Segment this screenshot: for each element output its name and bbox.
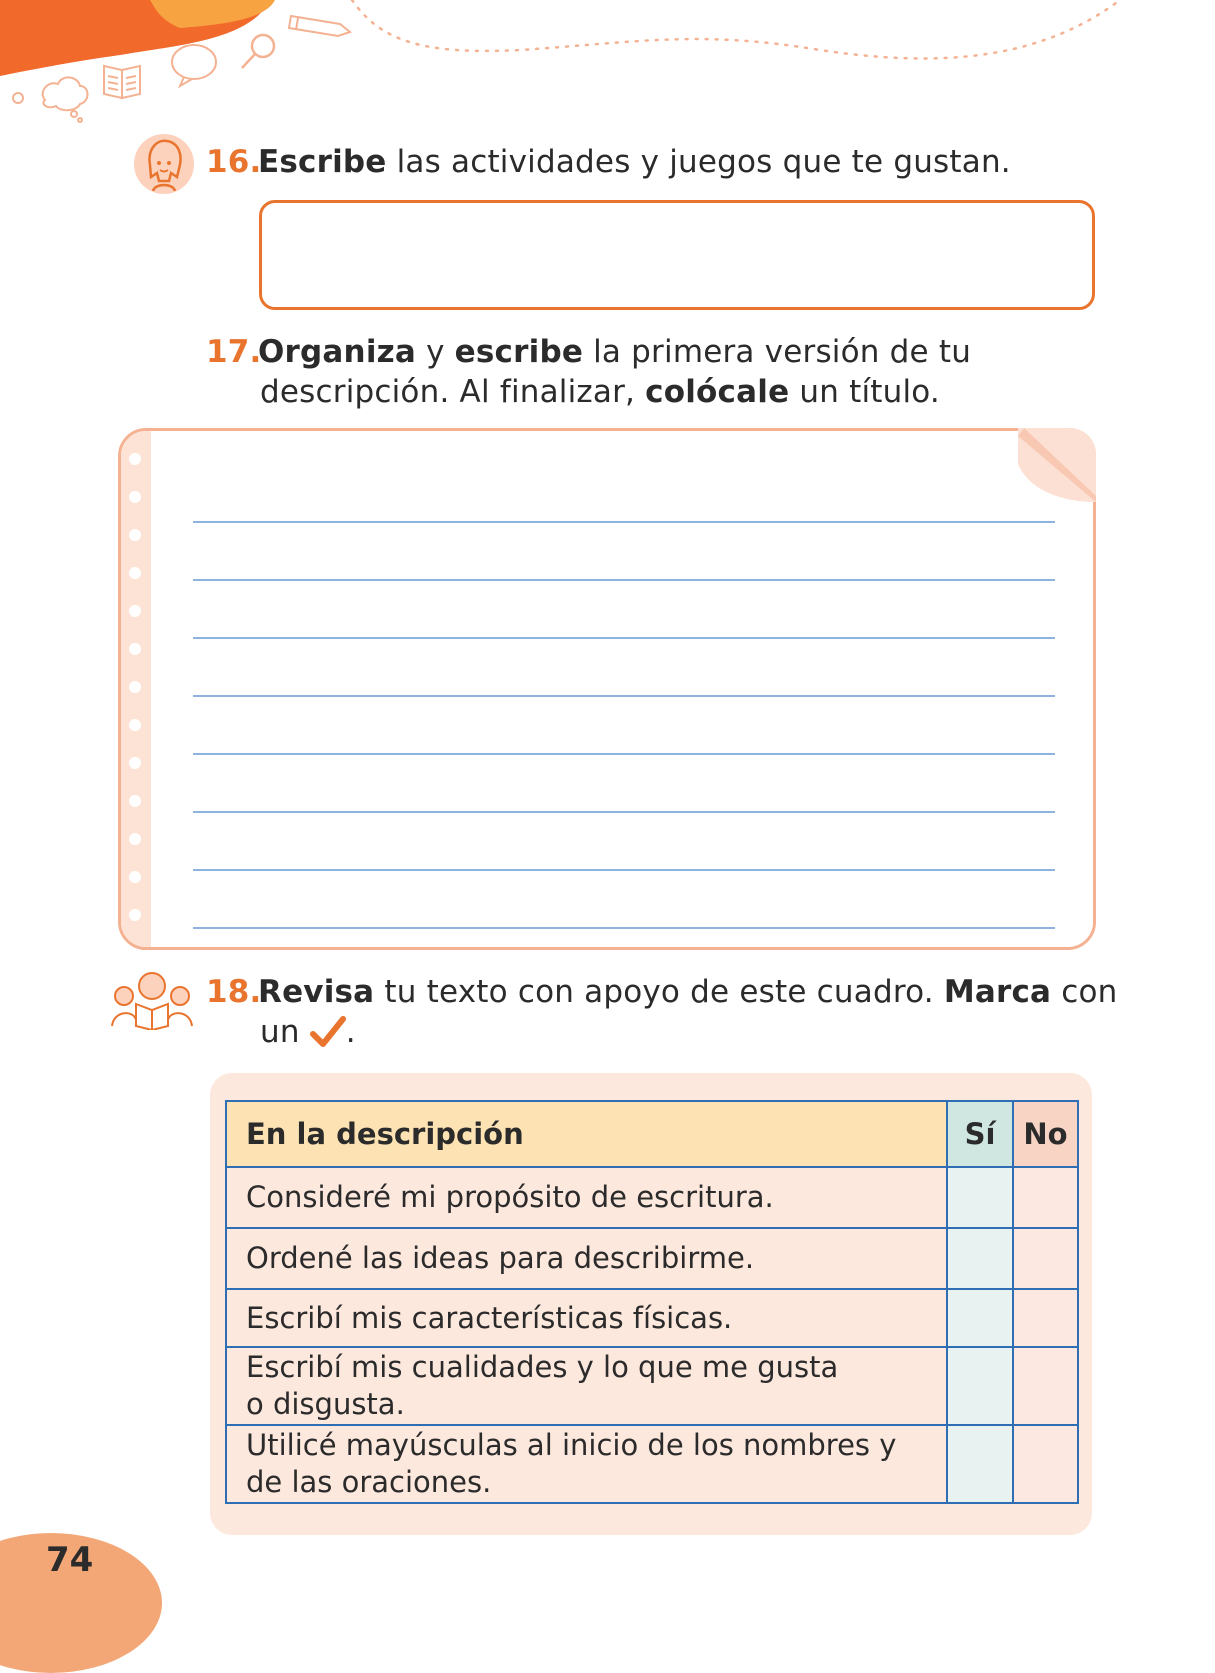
criterion-line: de las oraciones.: [246, 1465, 492, 1499]
criterion-text: [226, 1228, 947, 1289]
si-checkbox-cell[interactable]: [947, 1425, 1013, 1503]
question-text: las actividades y juegos que te gustan.: [386, 144, 1011, 180]
binder-hole: [129, 681, 141, 693]
binder-hole: [129, 491, 141, 503]
question-text: con: [1051, 974, 1118, 1010]
binder-hole: [129, 795, 141, 807]
checkmark-icon: [310, 1016, 346, 1048]
writing-line: [193, 579, 1055, 581]
question-text: .: [345, 1014, 356, 1050]
page-number: 74: [46, 1540, 94, 1580]
checklist-table: [225, 1100, 1079, 1504]
table-row: [226, 1228, 1078, 1289]
si-checkbox-cell[interactable]: [947, 1167, 1013, 1228]
question-text: un título.: [789, 374, 940, 410]
magnifier-icon: [242, 35, 274, 68]
header-no: No: [1013, 1101, 1078, 1167]
page-fold-corner: [1018, 428, 1096, 502]
question-number: 16.: [206, 144, 262, 180]
criterion-text: [226, 1425, 947, 1503]
children-reading-icon: [108, 966, 196, 1030]
question-18: [206, 972, 1117, 1052]
question-17: [206, 332, 971, 412]
si-checkbox-cell[interactable]: [947, 1347, 1013, 1425]
header-description: En la descripción: [226, 1101, 947, 1167]
binder-hole: [129, 453, 141, 465]
writing-line: [193, 927, 1055, 929]
binder-hole: [129, 909, 141, 921]
girl-avatar-icon: [133, 133, 195, 195]
question-text: descripción. Al finalizar,: [260, 374, 646, 410]
binder-hole: [129, 757, 141, 769]
table-row: [226, 1425, 1078, 1503]
speech-bubble-icon: [172, 45, 216, 86]
criterion-text: [226, 1167, 947, 1228]
binder-hole: [129, 567, 141, 579]
question-text: la primera versión de tu: [583, 334, 972, 370]
no-checkbox-cell[interactable]: [1013, 1347, 1078, 1425]
thought-cloud-icon: [43, 77, 88, 122]
si-checkbox-cell[interactable]: [947, 1228, 1013, 1289]
binder-hole: [129, 833, 141, 845]
writing-line: [193, 637, 1055, 639]
instruction-verb: Revisa: [258, 974, 375, 1010]
criterion-line: Consideré mi propósito de escritura.: [246, 1180, 774, 1214]
criterion-line: Escribí mis cualidades y lo que me gusta: [246, 1350, 839, 1384]
instruction-verb: Organiza: [258, 334, 417, 370]
binder-hole: [129, 871, 141, 883]
binder-hole: [129, 529, 141, 541]
answer-box-16[interactable]: [259, 200, 1095, 310]
notebook-spine: [121, 431, 151, 947]
binder-hole: [129, 605, 141, 617]
writing-line: [193, 753, 1055, 755]
notebook-writing-area[interactable]: [118, 428, 1096, 950]
instruction-verb: Escribe: [258, 144, 387, 180]
writing-line: [193, 695, 1055, 697]
criterion-text: [226, 1347, 947, 1425]
table-header-row: [226, 1101, 1078, 1167]
instruction-verb: colócale: [645, 374, 790, 410]
question-text: y: [416, 334, 455, 370]
criterion-line: o disgusta.: [246, 1387, 405, 1421]
no-checkbox-cell[interactable]: [1013, 1289, 1078, 1347]
no-checkbox-cell[interactable]: [1013, 1167, 1078, 1228]
book-icon: [104, 66, 140, 98]
question-16: [206, 142, 1011, 182]
header-si: Sí: [947, 1101, 1013, 1167]
no-checkbox-cell[interactable]: [1013, 1425, 1078, 1503]
criterion-text: [226, 1289, 947, 1347]
question-text: tu texto con apoyo de este cuadro.: [374, 974, 944, 1010]
table-row: [226, 1347, 1078, 1425]
instruction-verb: Marca: [943, 974, 1052, 1010]
question-number: 17.: [206, 334, 262, 370]
writing-line: [193, 869, 1055, 871]
binder-hole: [129, 643, 141, 655]
criterion-line: Ordené las ideas para describirme.: [246, 1241, 755, 1275]
table-row: [226, 1167, 1078, 1228]
header-decoration: [0, 0, 1215, 140]
table-row: [226, 1289, 1078, 1347]
criterion-line: Escribí mis características físicas.: [246, 1300, 733, 1335]
binder-hole: [129, 719, 141, 731]
no-checkbox-cell[interactable]: [1013, 1228, 1078, 1289]
question-text: un: [260, 1014, 310, 1050]
criterion-line: Utilicé mayúsculas al inicio de los nombres y: [246, 1428, 897, 1462]
question-number: 18.: [206, 974, 262, 1010]
writing-line: [193, 521, 1055, 523]
pencil-icon: [289, 16, 350, 36]
si-checkbox-cell[interactable]: [947, 1289, 1013, 1347]
instruction-verb: escribe: [454, 334, 584, 370]
writing-line: [193, 811, 1055, 813]
